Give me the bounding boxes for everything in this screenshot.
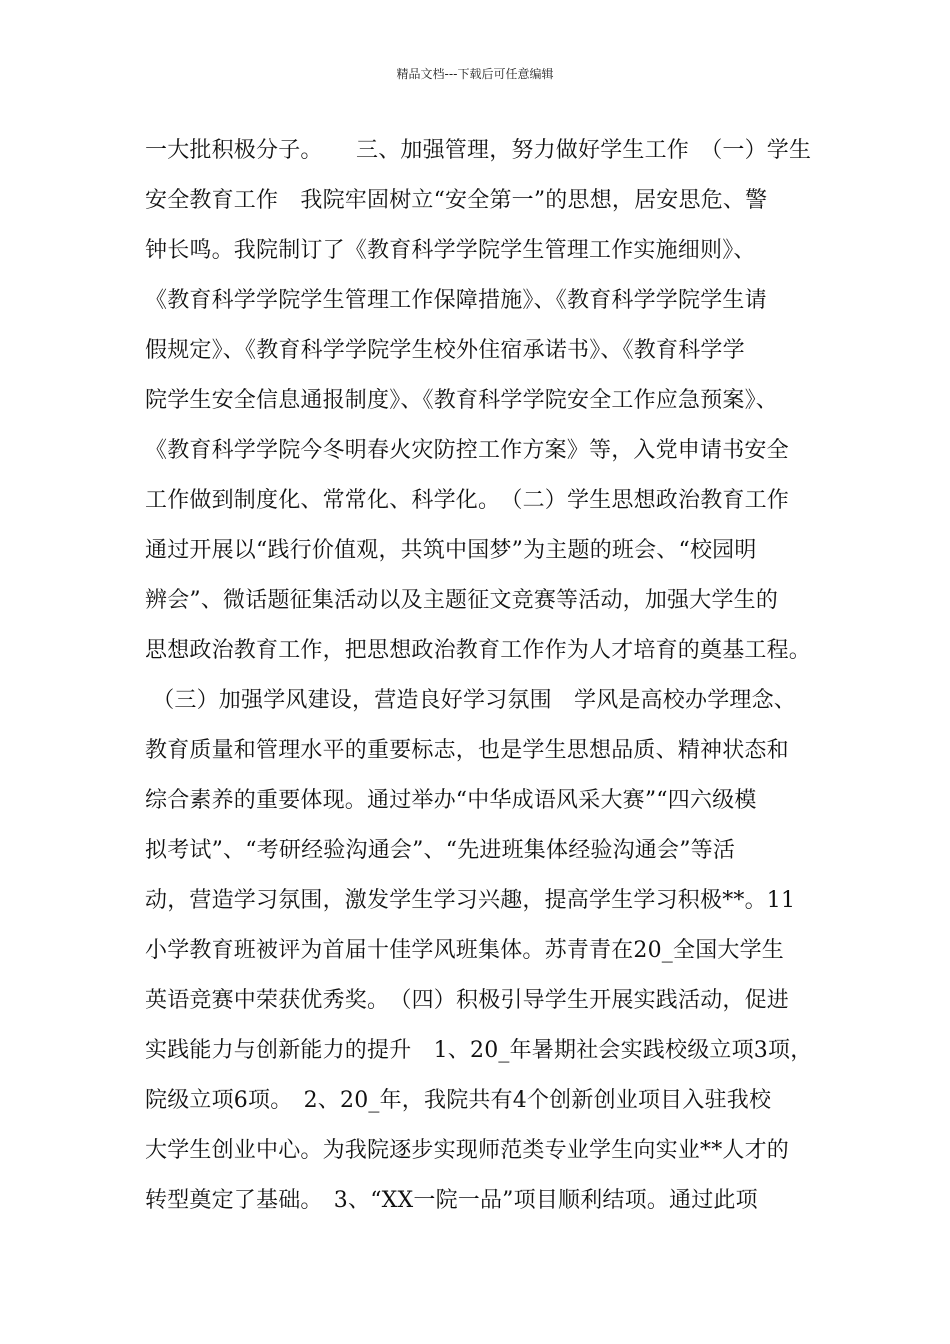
text-line: 辨会”、微话题征集活动以及主题征文竞赛等活动，加强大学生的 [145, 588, 779, 613]
text-line: 动，营造学习氛围，激发学生学习兴趣，提高学生学习积极**。11 [145, 888, 796, 913]
text-line: 实践能力与创新能力的提升 1、20_年暑期社会实践校级立项3项， [145, 1038, 813, 1063]
text-line: 工作做到制度化、常常化、科学化。 （二）学生思想政治教育工作 [145, 488, 790, 513]
text-line: 一大批积极分子。 三、加强管理，努力做好学生工作 （一）学生 [145, 138, 812, 163]
page-header: 精品文档---下载后可任意编辑 [396, 67, 554, 81]
text-line: 《教育科学学院今冬明春火灾防控工作方案》等，入党申请书安全 [145, 438, 789, 463]
document-body [145, 126, 825, 1226]
text-line: 院级立项6项。 2、20_年，我院共有4个创新创业项目入驻我校 [145, 1088, 772, 1113]
text-line: 通过开展以“践行价值观，共筑中国梦”为主题的班会、“校园明 [145, 538, 757, 563]
text-line: （三）加强学风建设，营造良好学习氛围 学风是高校办学理念、 [145, 688, 796, 713]
text-line: 钟长鸣。我院制订了《教育科学学院学生管理工作实施细则》、 [145, 238, 756, 263]
text-line: 安全教育工作 我院牢固树立“安全第一”的思想，居安思危、警 [145, 188, 768, 213]
text-line: 思想政治教育工作，把思想政治教育工作作为人才培育的奠基工程。 [145, 638, 812, 663]
text-line: 教育质量和管理水平的重要标志，也是学生思想品质、精神状态和 [145, 738, 789, 763]
text-line: 拟考试”、“考研经验沟通会”、“先进班集体经验沟通会”等活 [145, 838, 736, 863]
text-line: 大学生创业中心。为我院逐步实现师范类专业学生向实业**人才的 [145, 1138, 790, 1163]
text-line: 转型奠定了基础。 3、“XX一院一品”项目顺利结项。通过此项 [145, 1188, 758, 1213]
text-line: 假规定》、《教育科学学院学生校外住宿承诺书》、《教育科学学 [145, 338, 745, 363]
text-line: 英语竞赛中荣获优秀奖。 （四）积极引导学生开展实践活动，促进 [145, 988, 790, 1013]
text-line: 院学生安全信息通报制度》、《教育科学学院安全工作应急预案》、 [145, 388, 779, 413]
text-line: 综合素养的重要体现。通过举办“中华成语风采大赛”“四六级模 [145, 788, 757, 813]
text-line: 小学教育班被评为首届十佳学风班集体。苏青青在20_全国大学生 [145, 938, 784, 963]
text-line: 《教育科学学院学生管理工作保障措施》、《教育科学学院学生请 [145, 288, 767, 313]
